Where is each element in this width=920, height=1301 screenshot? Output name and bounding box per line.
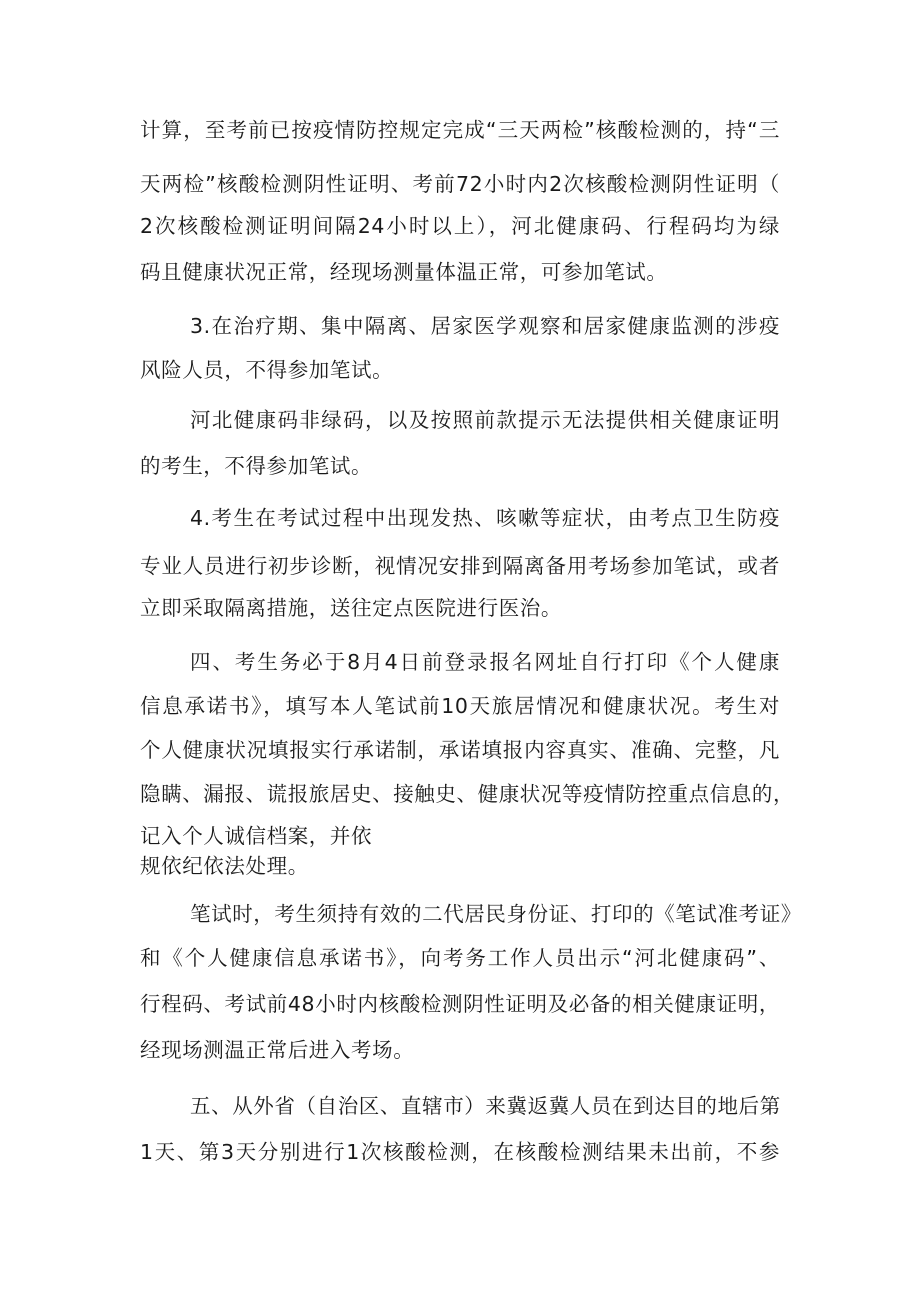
text-line-17: 规依纪依法处理。	[140, 854, 309, 878]
text-line-7: 河北健康码非绿码，以及按照前款提示无法提供相关健康证明	[190, 408, 780, 432]
text-line-3: 2次核酸检测证明间隔24小时以上），河北健康码、行程码均为绿	[140, 214, 780, 238]
text-line-2: 天两检”核酸检测阴性证明、考前72小时内2次核酸检测阴性证明（	[140, 172, 780, 196]
text-line-8: 的考生，不得参加笔试。	[140, 454, 373, 478]
text-line-9: 4.考生在考试过程中出现发热、咳嗽等症状，由考点卫生防疫	[190, 506, 780, 530]
text-line-6: 风险人员，不得参加笔试。	[140, 358, 394, 382]
text-line-19: 和《个人健康信息承诺书》，向考务工作人员出示“河北健康码”、	[140, 946, 780, 970]
text-line-22: 五、从外省（自治区、直辖市）来冀返冀人员在到达目的地后第	[190, 1094, 781, 1118]
text-line-20: 行程码、考试前48小时内核酸检测阴性证明及必备的相关健康证明，	[140, 992, 780, 1016]
text-line-10: 专业人员进行初步诊断，视情况安排到隔离备用考场参加笔试，或者	[140, 554, 780, 578]
text-line-11: 立即采取隔离措施，送往定点医院进行医治。	[140, 596, 562, 620]
text-line-15: 隐瞒、漏报、谎报旅居史、接触史、健康状况等疫情防控重点信息的，	[140, 782, 795, 806]
text-line-21: 经现场测温正常后进入考场。	[140, 1038, 415, 1062]
text-line-13: 信息承诺书》，填写本人笔试前10天旅居情况和健康状况。考生对	[140, 694, 780, 718]
text-line-16: 记入个人诚信档案，并依	[140, 824, 373, 848]
text-line-1: 计算，至考前已按疫情防控规定完成“三天两检”核酸检测的，持“三	[140, 118, 780, 142]
text-line-4: 码且健康状况正常，经现场测量体温正常，可参加笔试。	[140, 260, 668, 284]
text-line-12: 四、考生务必于8月4日前登录报名网址自行打印《个人健康	[190, 650, 780, 674]
text-line-14: 个人健康状况填报实行承诺制，承诺填报内容真实、准确、完整，凡	[140, 738, 780, 762]
text-line-18: 笔试时，考生须持有效的二代居民身份证、打印的《笔试准考证》	[190, 902, 802, 926]
text-line-23: 1天、第3天分别进行1次核酸检测，在核酸检测结果未出前，不参	[140, 1140, 780, 1164]
text-line-5: 3.在治疗期、集中隔离、居家医学观察和居家健康监测的涉疫	[190, 314, 780, 338]
